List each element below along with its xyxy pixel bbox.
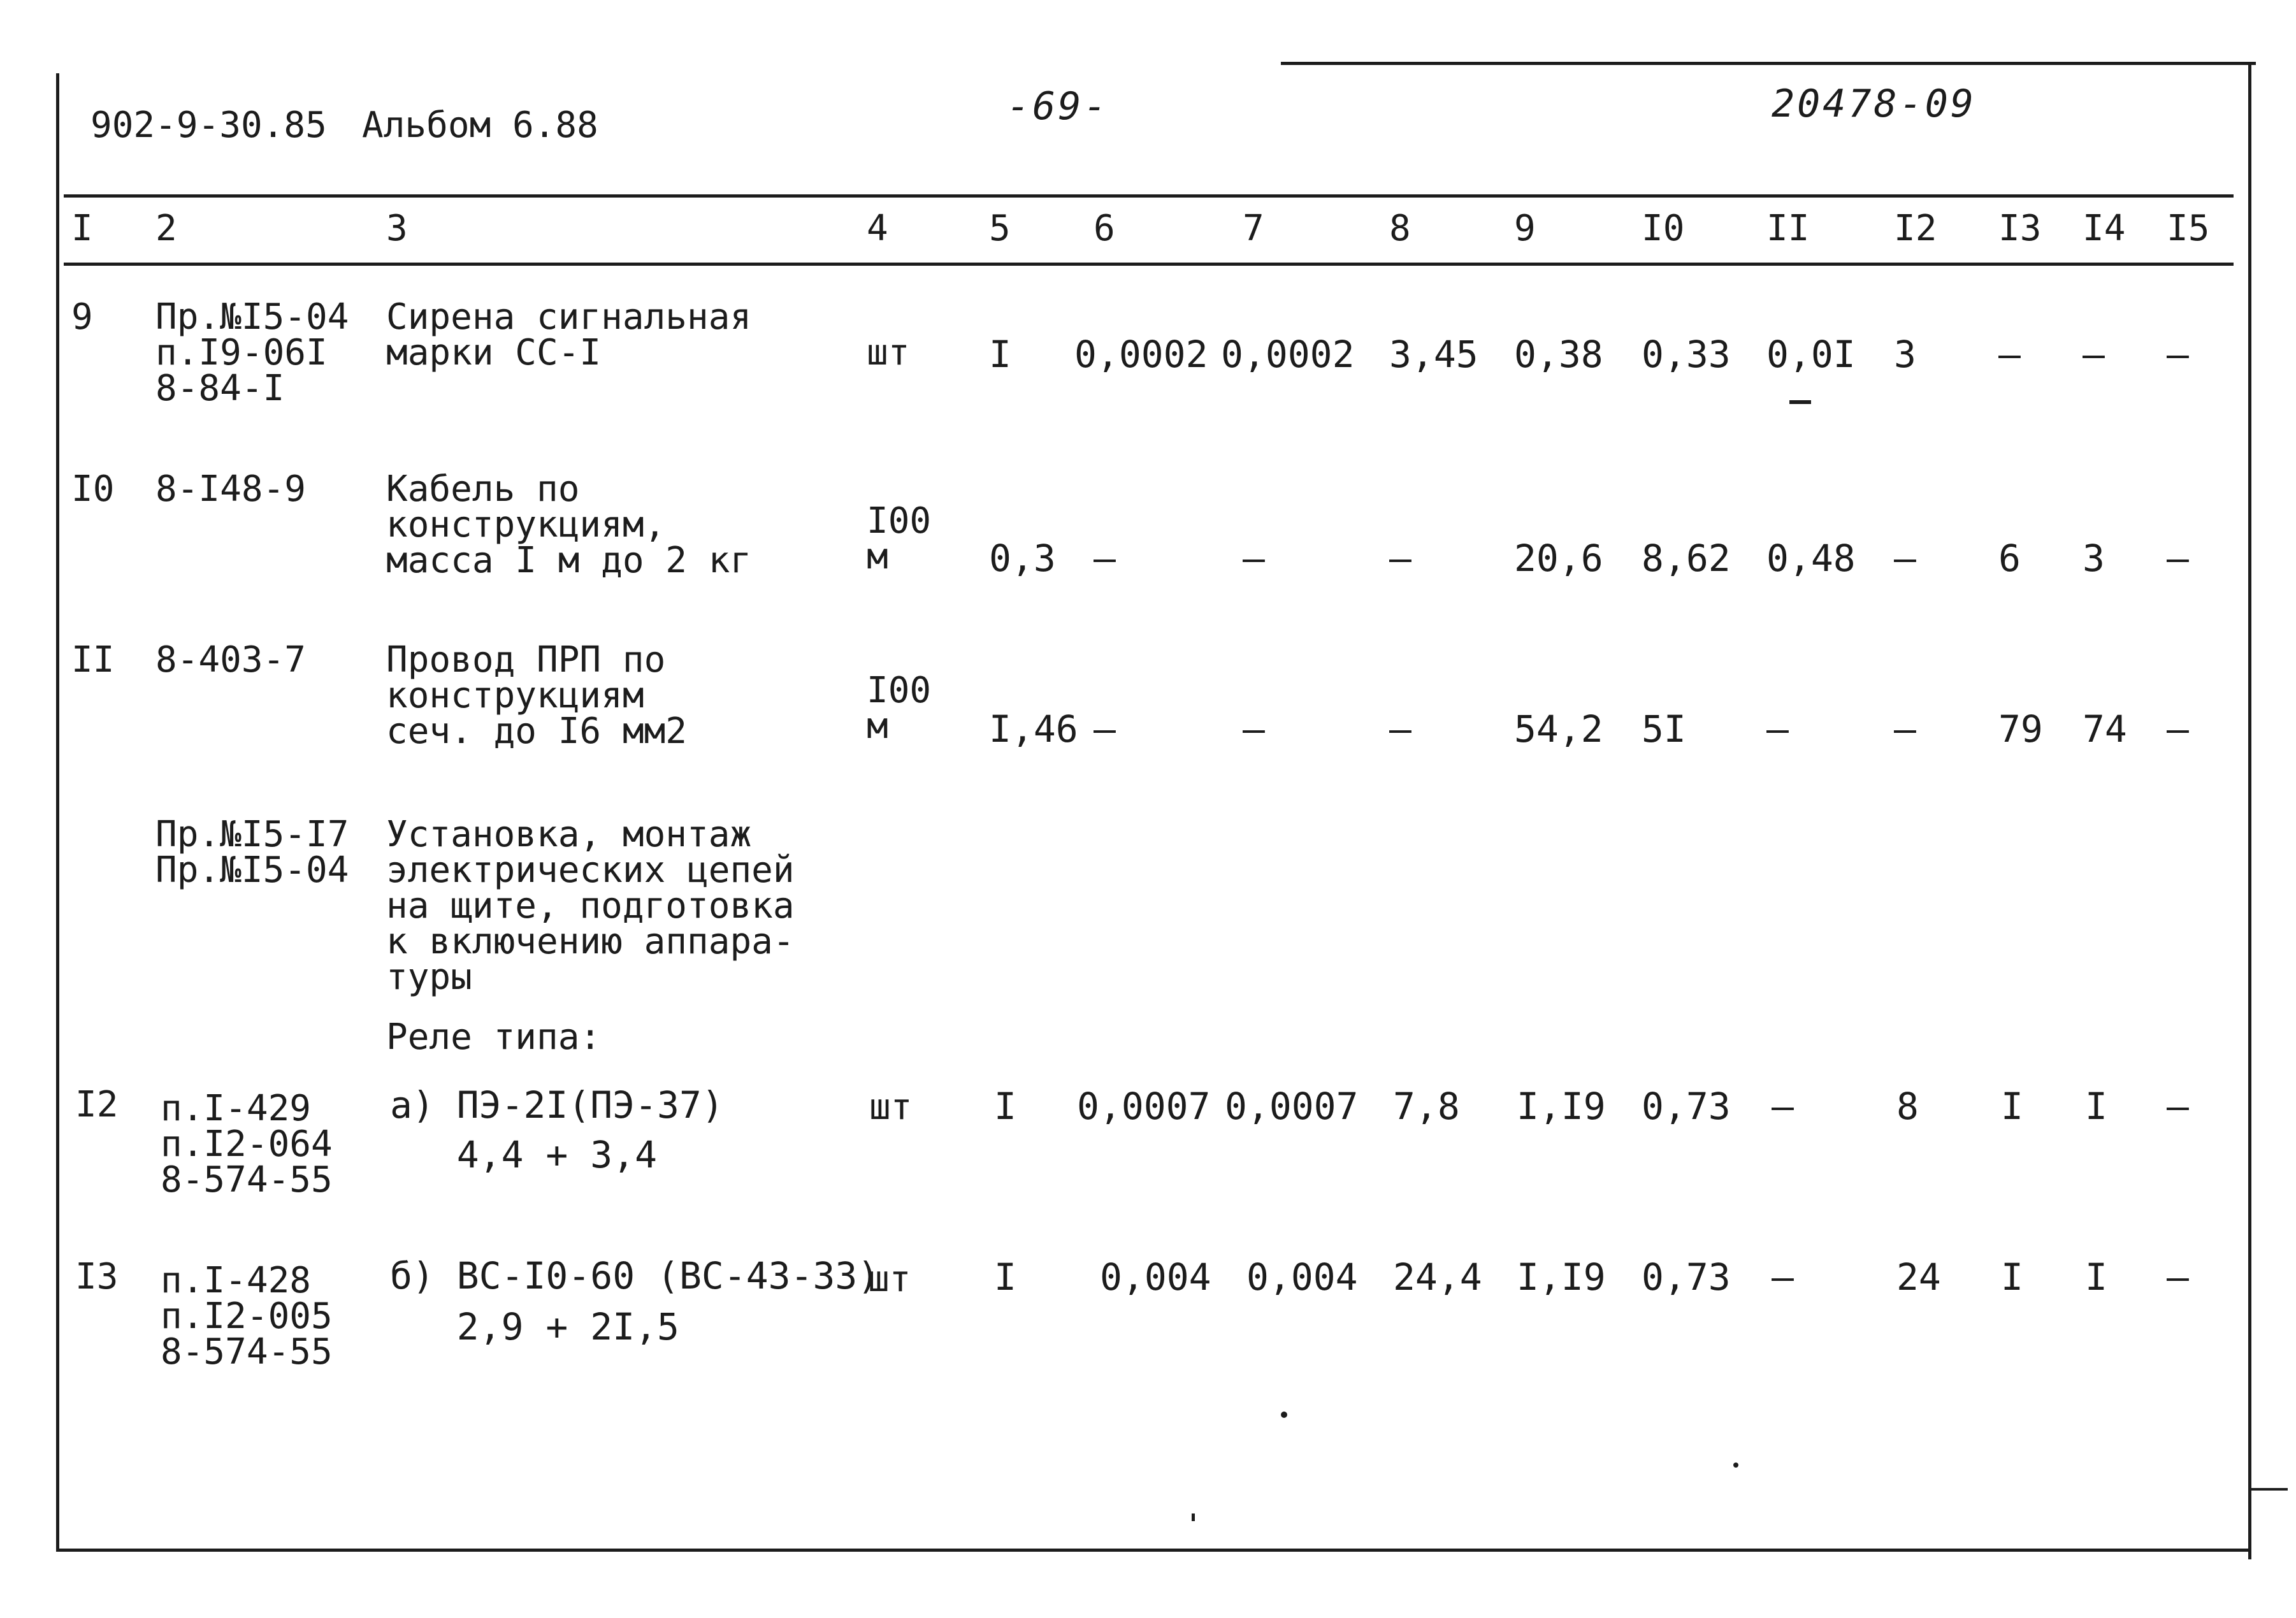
frame-top-line [1281,62,2256,65]
row-value-col10: 5I [1642,707,1686,751]
row-value-col10: 8,62 [1642,537,1731,580]
row-value-col5: I [989,333,1011,376]
row-value-col11: 0,48 [1766,537,1856,580]
column-number-8: 8 [1389,208,1411,249]
row-value-col11: 0,0I [1766,333,1856,376]
column-number-5: 5 [989,208,1011,249]
row-value-col12: 3 [1894,333,1916,376]
row-name: б) ВС-I0-60 (ВС-43-33) [390,1254,880,1297]
row-ref: 8-403-7 [155,639,307,681]
row-name: Установка, монтаж [386,814,752,855]
frame-bottom-line [56,1549,2251,1552]
row-value-col11: – [1772,1085,1794,1128]
row-name: сеч. до I6 мм2 [386,711,688,752]
scan-mark [1733,1463,1738,1468]
row-value-col7: 0,004 [1246,1255,1358,1299]
row-unit: м [867,536,888,577]
row-name: Кабель по [386,468,580,510]
row-ref: 8-84-I [155,368,285,409]
row-value-col10: 0,73 [1642,1255,1731,1299]
column-number-13: I3 [1998,208,2042,249]
row-value-col7: – [1243,707,1265,751]
row-value-col6: 0,0007 [1077,1085,1211,1128]
row-ref: 8-574-55 [161,1331,333,1373]
row-name: марки СС-I [386,332,602,373]
row-value-col7: 0,0002 [1221,333,1355,376]
row-unit: I00 [867,670,932,711]
row-name: туры [386,957,472,998]
table-header-bottom-rule [64,263,2234,266]
row-value-col9: 54,2 [1514,707,1603,751]
row-value-col10: 0,33 [1642,333,1731,376]
row-value-col8: 3,45 [1389,333,1478,376]
row-name: электрических цепей [386,849,795,891]
row-value-col15: – [2167,1255,2189,1299]
row-number: II [71,639,115,681]
table-header-top-rule [64,194,2234,198]
row-ref: п.I2-064 [161,1123,333,1165]
row-ref: п.I-428 [161,1260,312,1301]
column-number-7: 7 [1243,208,1264,249]
row-value-col9: 0,38 [1514,333,1603,376]
column-number-14: I4 [2083,208,2126,249]
row-value-col13: – [1998,333,2021,376]
row-unit: шт [867,332,910,373]
column-number-1: I [71,208,93,249]
frame-right-tick [2249,1488,2288,1491]
row-ref: п.I-429 [161,1088,312,1129]
row-value-col8: – [1389,537,1412,580]
row-value-col5: 0,3 [989,537,1056,580]
row-number: I0 [71,468,115,510]
row-ref: п.I2-005 [161,1296,333,1337]
frame-left-line [56,73,59,1552]
row-name: а) ПЭ-2I(ПЭ-37) [390,1083,724,1127]
doc-code: 902-9-30.85 [90,105,327,146]
column-number-11: II [1766,208,1810,249]
row-ref: Пр.№I5-04 [155,296,349,338]
column-number-2: 2 [155,208,177,249]
column-number-3: 3 [386,208,408,249]
row-value-col15: – [2167,1085,2189,1128]
scan-mark [1281,1412,1287,1418]
row-value-col13: 6 [1998,537,2021,580]
row-ref: 8-I48-9 [155,468,307,510]
row-unit: шт [869,1087,913,1128]
row-value-col9: I,I9 [1517,1085,1606,1128]
column-number-15: I5 [2167,208,2210,249]
row-value-col14: 74 [2083,707,2127,751]
row-value-col9: 20,6 [1514,537,1603,580]
row-name: Провод ПРП по [386,639,666,681]
row-name: Сирена сигнальная [386,296,752,338]
row-name: 2,9 + 2I,5 [390,1305,679,1348]
row-number: I3 [75,1256,119,1297]
row-value-col6: – [1094,707,1116,751]
row-value-col5: I [994,1085,1016,1128]
column-number-4: 4 [867,208,888,249]
row-value-col13: 79 [1998,707,2043,751]
row-name: конструкциям [386,675,644,716]
row-value-col7: 0,0007 [1225,1085,1359,1128]
row-name: 4,4 + 3,4 [390,1133,658,1176]
row-value-col12: 24 [1896,1255,1941,1299]
row-value-col15: – [2167,537,2189,580]
section-subheading: Реле типа: [386,1016,602,1058]
column-number-12: I2 [1894,208,1937,249]
row-value-col13: I [2001,1085,2023,1128]
row-value-col15: – [2167,333,2189,376]
row-value-col10: 0,73 [1642,1085,1731,1128]
row-value-col8: 24,4 [1393,1255,1482,1299]
row-value-col6: 0,0002 [1074,333,1208,376]
row-value-col14: 3 [2083,537,2105,580]
row-value-col8: 7,8 [1393,1085,1460,1128]
row-name: на щите, подготовка [386,885,795,927]
row-name: масса I м до 2 кг [386,540,752,581]
row-value-col5: I [994,1255,1016,1299]
row-value-col14: – [2083,333,2105,376]
column-number-10: I0 [1642,208,1685,249]
archive-number: 20478-09 [1772,82,1976,126]
row-value-col5: I,46 [989,707,1078,751]
column-number-6: 6 [1094,208,1115,249]
row-number: 9 [71,296,93,338]
row-ref: Пр.№I5-I7 [155,814,349,855]
page-number: -69- [1007,84,1109,129]
row-value-col13: I [2001,1255,2023,1299]
row-unit: I00 [867,500,932,542]
row-value-col6: – [1094,537,1116,580]
album-label: Альбом 6.88 [362,105,598,146]
row-value-col12: 8 [1896,1085,1919,1128]
row-value-col9: I,I9 [1517,1255,1606,1299]
frame-right-line [2248,62,2251,1559]
row-value-col14: I [2085,1085,2107,1128]
column-number-9: 9 [1514,208,1536,249]
row-value-col11: – [1766,707,1789,751]
scan-mark [1192,1513,1195,1521]
row-ref: п.I9-06I [155,332,328,373]
row-value-col12: – [1894,537,1916,580]
row-name: к включению аппара- [386,921,795,962]
row-number: I2 [75,1084,119,1125]
row-unit: м [867,705,888,747]
scan-mark [1789,400,1811,404]
row-value-col6: 0,004 [1100,1255,1211,1299]
row-value-col11: – [1772,1255,1794,1299]
row-name: конструкциям, [386,504,666,545]
row-ref: Пр.№I5-04 [155,849,349,891]
row-value-col15: – [2167,707,2189,751]
row-value-col7: – [1243,537,1265,580]
row-value-col12: – [1894,707,1916,751]
row-unit: шт [868,1259,911,1300]
row-value-col14: I [2085,1255,2107,1299]
row-ref: 8-574-55 [161,1159,333,1201]
row-value-col8: – [1389,707,1412,751]
